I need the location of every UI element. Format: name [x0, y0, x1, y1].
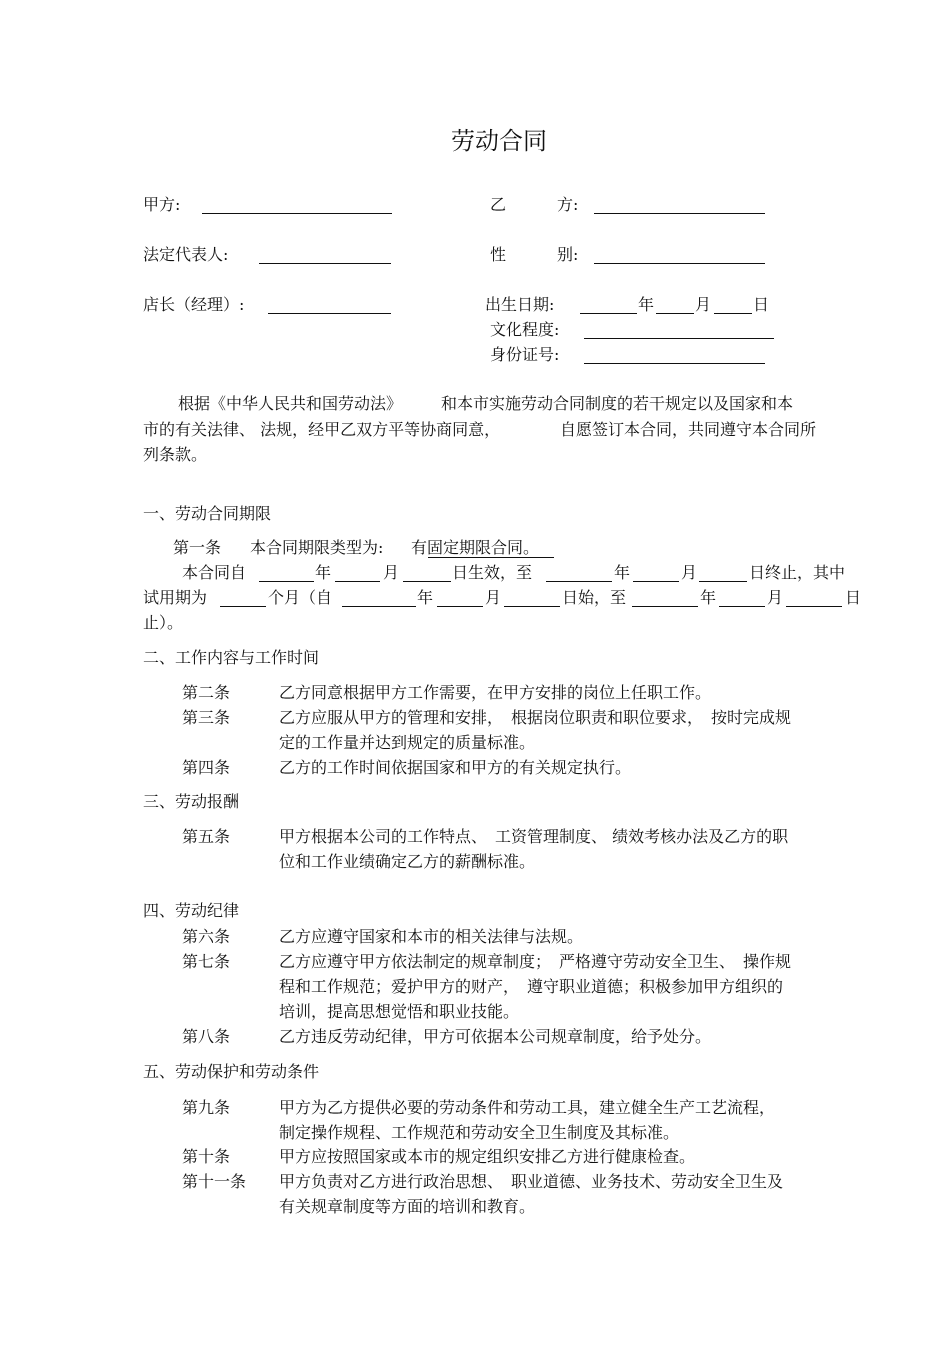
education-field[interactable]	[584, 338, 774, 339]
gender-label-1: 性	[490, 245, 507, 264]
end-month-unit: 月	[681, 563, 698, 582]
section-5-heading: 五、劳动保护和劳动条件	[143, 1062, 320, 1081]
article-1-text: 本合同期限类型为:	[250, 538, 384, 557]
id-number-label: 身份证号:	[490, 345, 560, 364]
education-label: 文化程度:	[490, 320, 560, 339]
section-2-heading: 二、工作内容与工作时间	[143, 648, 320, 667]
article-9-line2: 制定操作规程、工作规范和劳动安全卫生制度及其标准。	[279, 1123, 680, 1142]
trial-end-day-unit: 日	[845, 588, 862, 607]
party-b-field[interactable]	[594, 213, 765, 214]
intro-line2-part2: 自愿签订本合同，共同遵守本合同所	[560, 420, 817, 439]
intro-line1-part1: 根据《中华人民共和国劳动法》	[178, 394, 403, 413]
legal-rep-label: 法定代表人:	[143, 245, 229, 264]
gender-field[interactable]	[594, 263, 765, 264]
trial-end-year-unit: 年	[700, 588, 717, 607]
intro-line2-part1: 市的有关法律、 法规，经甲乙双方平等协商同意，	[143, 420, 501, 439]
birth-month-unit: 月	[695, 295, 712, 314]
end-day-field[interactable]	[699, 581, 747, 582]
intro-line3: 列条款。	[143, 445, 208, 464]
trial-start-month-field[interactable]	[437, 606, 483, 607]
gender-label-2: 别:	[557, 245, 579, 264]
article-9-label: 第九条	[182, 1098, 231, 1117]
intro-line1-part2: 和本市实施劳动合同制度的若干规定以及国家和本	[441, 394, 794, 413]
article-10-text: 甲方应按照国家或本市的规定组织安排乙方进行健康检查。	[279, 1147, 696, 1166]
trial-prefix: 试用期为	[143, 588, 208, 607]
article-7-line3: 培训，提高思想觉悟和职业技能。	[279, 1002, 520, 1021]
effective-text: 日生效，至	[452, 563, 533, 582]
article-5-line1: 甲方根据本公司的工作特点、 工资管理制度、 绩效考核办法及乙方的职	[279, 827, 789, 846]
trial-start-day-field[interactable]	[504, 606, 560, 607]
article-10-label: 第十条	[182, 1147, 231, 1166]
section-4-heading: 四、劳动纪律	[143, 901, 240, 920]
article-4-text: 乙方的工作时间依据国家和甲方的有关规定执行。	[279, 758, 632, 777]
trial-months-text: 个月（自	[268, 588, 333, 607]
party-b-label-2: 方:	[557, 195, 579, 214]
trial-end-month-field[interactable]	[719, 606, 765, 607]
article-11-line1: 甲方负责对乙方进行政治思想、 职业道德、业务技术、劳动安全卫生及	[279, 1172, 784, 1191]
article-8-text: 乙方违反劳动纪律，甲方可依据本公司规章制度，给予处分。	[279, 1027, 712, 1046]
end-year-unit: 年	[614, 563, 631, 582]
article-9-line1: 甲方为乙方提供必要的劳动条件和劳动工具，建立健全生产工艺流程，	[279, 1098, 776, 1117]
trial-end-year-field[interactable]	[632, 606, 698, 607]
end-text: 日终止，其中	[749, 563, 846, 582]
party-b-label-1: 乙	[490, 195, 507, 214]
end-year-field[interactable]	[546, 581, 612, 582]
article-6-text: 乙方应遵守国家和本市的相关法律与法规。	[279, 927, 584, 946]
birth-day-field[interactable]	[714, 313, 752, 314]
article-6-label: 第六条	[182, 927, 231, 946]
birth-date-label: 出生日期:	[485, 295, 555, 314]
trial-start-year-field[interactable]	[342, 606, 416, 607]
legal-rep-field[interactable]	[259, 263, 391, 264]
start-month-field[interactable]	[335, 581, 380, 582]
trial-close: 止）。	[143, 613, 184, 632]
section-1-heading: 一、劳动合同期限	[143, 504, 272, 523]
article-8-label: 第八条	[182, 1027, 231, 1046]
article-11-line2: 有关规章制度等方面的培训和教育。	[279, 1197, 536, 1216]
article-5-label: 第五条	[182, 827, 231, 846]
id-number-field[interactable]	[584, 363, 765, 364]
document-title: 劳动合同	[451, 127, 547, 155]
birth-year-field[interactable]	[580, 313, 637, 314]
article-3-label: 第三条	[182, 708, 231, 727]
article-4-label: 第四条	[182, 758, 231, 777]
start-day-field[interactable]	[403, 581, 451, 582]
article-7-line2: 程和工作规范；爱护甲方的财产， 遵守职业道德；积极参加甲方组织的	[279, 977, 784, 996]
article-7-line1: 乙方应遵守甲方依法制定的规章制度； 严格遵守劳动安全卫生、 操作规	[279, 952, 792, 971]
article-11-label: 第十一条	[182, 1172, 247, 1191]
period-prefix: 本合同自	[182, 563, 247, 582]
article-7-label: 第七条	[182, 952, 231, 971]
trial-end-month-unit: 月	[767, 588, 784, 607]
article-1-value: 有固定期限合同。	[411, 538, 540, 557]
section-3-heading: 三、劳动报酬	[143, 792, 240, 811]
manager-label: 店长（经理）:	[143, 295, 245, 314]
start-month-unit: 月	[383, 563, 400, 582]
birth-day-unit: 日	[753, 295, 770, 314]
article-2-text: 乙方同意根据甲方工作需要，在甲方安排的岗位上任职工作。	[279, 683, 712, 702]
trial-start-text: 日始，至	[562, 588, 627, 607]
article-2-label: 第二条	[182, 683, 231, 702]
end-month-field[interactable]	[633, 581, 679, 582]
start-year-unit: 年	[315, 563, 332, 582]
article-1-value-underline	[428, 557, 554, 558]
birth-month-field[interactable]	[656, 313, 694, 314]
trial-end-day-field[interactable]	[786, 606, 842, 607]
start-year-field[interactable]	[259, 581, 314, 582]
trial-months-field[interactable]	[220, 606, 266, 607]
trial-start-month-unit: 月	[485, 588, 502, 607]
birth-year-unit: 年	[638, 295, 655, 314]
trial-start-year-unit: 年	[417, 588, 434, 607]
party-a-field[interactable]	[202, 213, 392, 214]
article-3-line2: 定的工作量并达到规定的质量标准。	[279, 733, 536, 752]
manager-field[interactable]	[268, 313, 391, 314]
article-1-label: 第一条	[173, 538, 222, 557]
article-5-line2: 位和工作业绩确定乙方的薪酬标准。	[279, 852, 536, 871]
party-a-label: 甲方:	[143, 195, 181, 214]
article-3-line1: 乙方应服从甲方的管理和安排， 根据岗位职责和职位要求， 按时完成规	[279, 708, 792, 727]
